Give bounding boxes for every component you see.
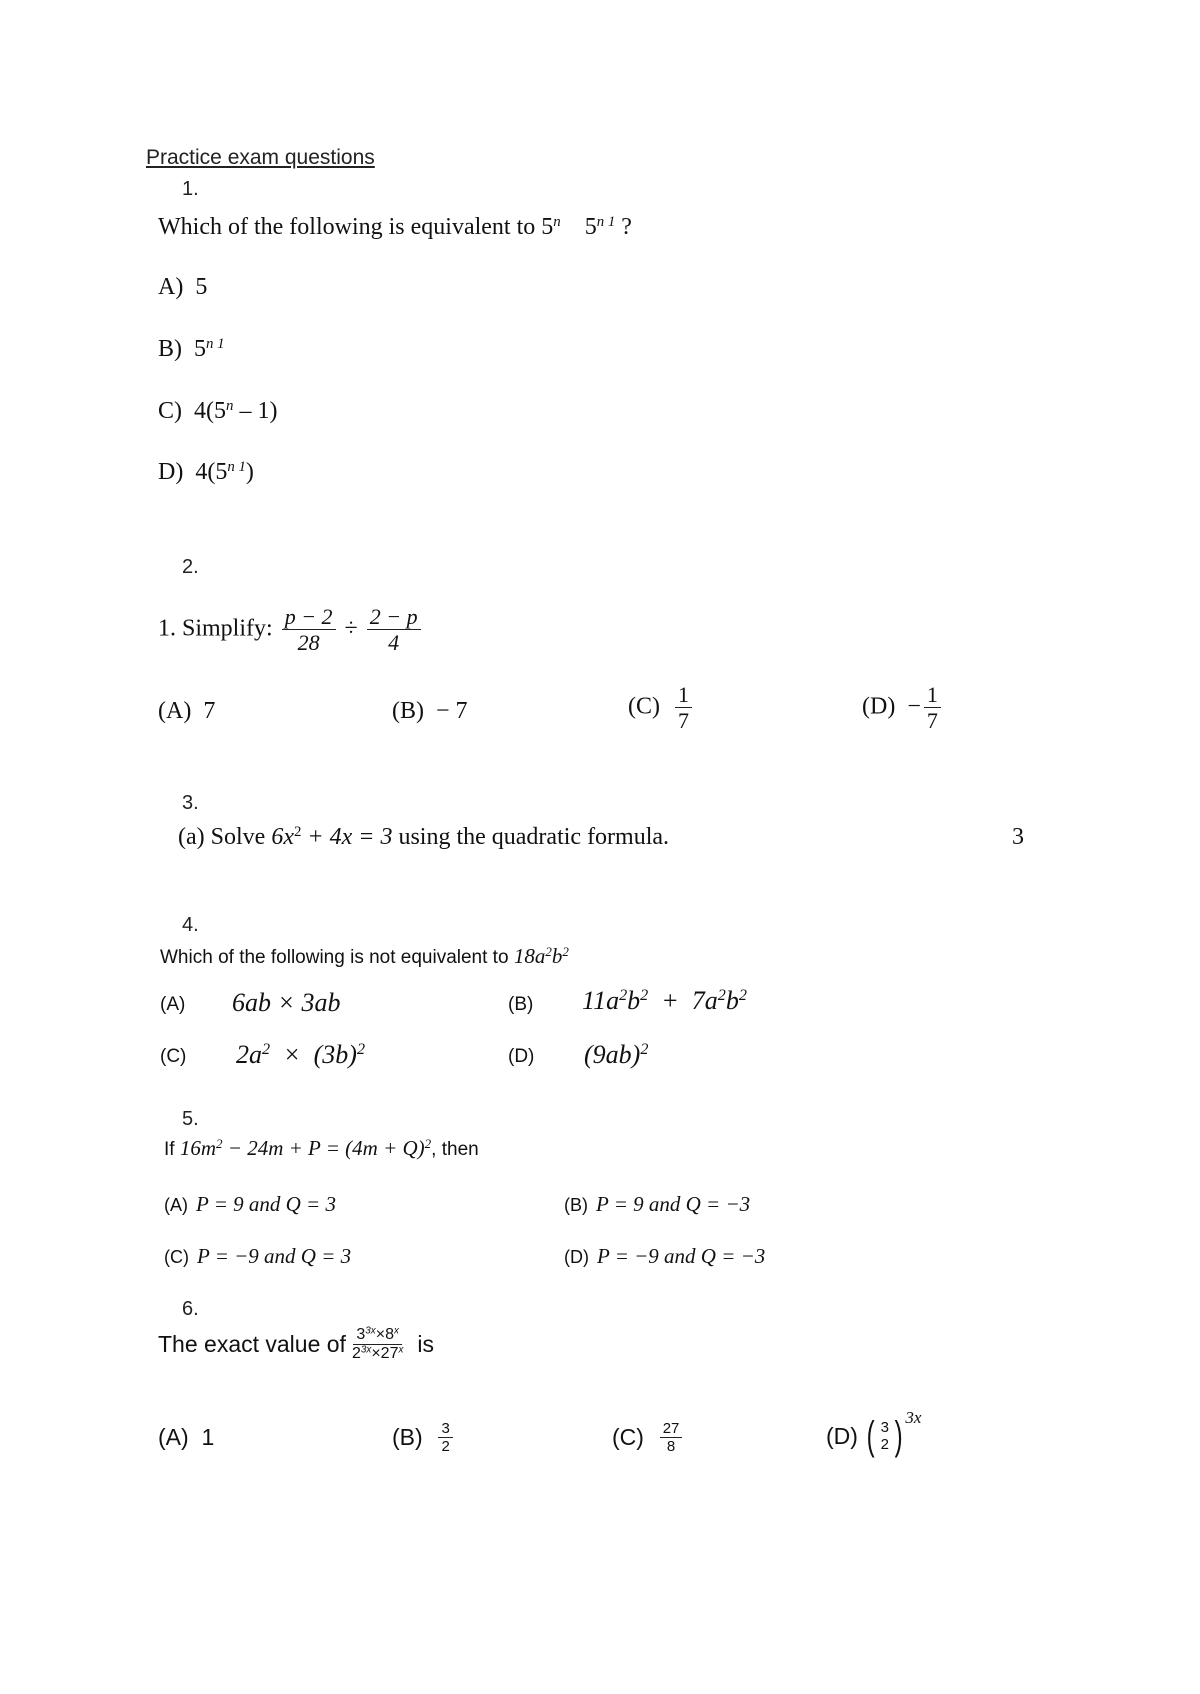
- q4-option-b-label: (B): [508, 994, 534, 1015]
- math-exp: 2: [640, 987, 649, 1005]
- q5-equation: [180, 1136, 431, 1160]
- q2-fraction-2: [367, 604, 421, 656]
- question-3-prompt: [178, 824, 669, 851]
- option-label: D): [158, 459, 184, 485]
- option-fraction: [675, 682, 692, 734]
- question-4-number: 4.: [182, 914, 199, 936]
- q3-marks: 3: [1012, 824, 1024, 850]
- question-2-number: 2.: [182, 556, 199, 578]
- q2-option-a: [158, 698, 215, 725]
- option-exp: n 1: [227, 458, 246, 475]
- q1-option-d: [158, 459, 254, 486]
- q6-num-b-exp: x: [394, 1325, 399, 1337]
- option-label: (A): [158, 698, 192, 724]
- option-label: (C): [612, 1424, 644, 1451]
- q6-denominator: [349, 1345, 406, 1363]
- option-text: P = 9 and Q = 3: [196, 1192, 336, 1216]
- option-label: (B): [564, 1195, 588, 1215]
- option-label: (C): [164, 1247, 189, 1267]
- q4-option-a-math: 6ab × 3ab: [232, 988, 341, 1017]
- q4-expression: [514, 944, 569, 968]
- math-part: b: [725, 986, 739, 1015]
- q4-option-d-math: [584, 1040, 648, 1070]
- q6-den-a-exp: 3x: [360, 1344, 372, 1356]
- math-exp: 2: [262, 1041, 271, 1059]
- option-text: 5: [194, 336, 206, 362]
- q1-option-a: [158, 274, 207, 301]
- q2-frac2-den: 4: [388, 630, 400, 656]
- q2-prompt-text: 1. Simplify:: [158, 615, 273, 642]
- option-label: C): [158, 398, 182, 424]
- q6-den-a: 2: [351, 1345, 361, 1363]
- option-frac-num: 27: [660, 1420, 683, 1438]
- q1-option-b: [158, 336, 225, 363]
- q4-option-c-label: (C): [160, 1046, 187, 1067]
- q2-option-c: [628, 682, 695, 734]
- q4-expr-exp1: 2: [545, 943, 552, 959]
- option-frac-den: 8: [666, 1438, 676, 1456]
- math-part: 11a: [582, 986, 620, 1015]
- math-exp: 2: [619, 987, 628, 1005]
- q6-num-a-exp: 3x: [365, 1325, 376, 1337]
- q6-prompt-b: is: [417, 1331, 435, 1358]
- q3-equation: 6x: [271, 824, 294, 850]
- math-part: b: [627, 986, 641, 1015]
- q6-den-b: ×27: [371, 1345, 399, 1363]
- q4-expr-a: 18a: [513, 944, 546, 968]
- q5-option-a: [164, 1192, 336, 1217]
- q1-prompt-end: ?: [615, 214, 632, 240]
- q5-option-d: [564, 1244, 765, 1269]
- option-frac-num: 3: [438, 1420, 452, 1438]
- question-2-prompt: [158, 604, 424, 656]
- option-label: (C): [628, 693, 660, 720]
- option-label: B): [158, 336, 182, 362]
- option-text: 5: [195, 274, 208, 300]
- q6-option-b: [392, 1420, 456, 1456]
- math-part: × (3b): [270, 1040, 357, 1069]
- option-frac-num: 1: [924, 682, 941, 708]
- option-label: (B): [392, 698, 424, 724]
- option-fraction: [924, 682, 941, 734]
- option-exp: n 1: [206, 335, 225, 352]
- math-part: 2a: [236, 1040, 262, 1069]
- q4-option-b-math: [582, 986, 747, 1016]
- option-frac-den: 2: [441, 1438, 450, 1456]
- q1-prompt-exp2: n 1: [596, 213, 616, 230]
- q6-den-b-exp: x: [398, 1344, 404, 1356]
- q1-prompt-text: Which of the following is equivalent to 5: [158, 214, 554, 240]
- option-exp: 3x: [905, 1408, 922, 1427]
- option-text: 1: [201, 1424, 215, 1450]
- q3-prompt-a: (a) Solve: [178, 824, 272, 850]
- q4-option-d-label: (D): [508, 1046, 535, 1067]
- q6-prompt-a: The exact value of: [158, 1331, 346, 1358]
- q4-expr-exp2: 2: [562, 943, 569, 959]
- q2-operator: ÷: [344, 615, 358, 642]
- option-exp: n: [226, 397, 234, 414]
- q5-prompt-a: If: [164, 1139, 180, 1160]
- q4-expr-b: b: [551, 944, 563, 968]
- q2-frac2-num: 2 − p: [367, 604, 421, 630]
- q3-equation-exp: 2: [293, 823, 302, 840]
- option-label: (D): [564, 1247, 589, 1267]
- option-frac-num: 3: [880, 1418, 889, 1436]
- option-frac-den: 7: [678, 708, 689, 734]
- q5-option-b: [564, 1192, 750, 1217]
- math-exp: 2: [640, 1041, 649, 1059]
- q6-fraction: [349, 1326, 406, 1364]
- q1-prompt-exp1: n: [553, 213, 561, 230]
- question-1-prompt: [158, 214, 632, 241]
- option-label: (D): [826, 1422, 858, 1449]
- q4-option-c-math: [236, 1040, 365, 1070]
- q1-prompt-mid: 5: [584, 214, 597, 240]
- option-tail: – 1): [233, 398, 278, 424]
- option-fraction: [438, 1420, 452, 1456]
- question-5-prompt: [164, 1136, 479, 1161]
- q6-num-a: 3: [356, 1326, 366, 1343]
- question-3-number: 3.: [182, 792, 199, 814]
- q2-option-b: [392, 698, 468, 725]
- option-label: (B): [392, 1424, 423, 1451]
- math-exp: 2: [738, 987, 747, 1005]
- option-frac-den: 2: [880, 1436, 889, 1453]
- option-text: P = 9 and Q = −3: [596, 1192, 751, 1216]
- right-paren: ): [894, 1414, 903, 1458]
- option-label: (A): [158, 1424, 189, 1450]
- q3-equation-rest: + 4x = 3: [301, 824, 393, 850]
- option-text: 4(5: [195, 459, 228, 485]
- q6-numerator: [353, 1326, 402, 1345]
- option-text: P = −9 and Q = −3: [597, 1244, 766, 1268]
- question-6-number: 6.: [182, 1298, 199, 1320]
- q6-option-a: [158, 1424, 214, 1451]
- q3-prompt-b: using the quadratic formula.: [392, 824, 670, 850]
- option-label: A): [158, 274, 184, 300]
- q6-option-d: [826, 1408, 922, 1458]
- option-label: (A): [164, 1195, 188, 1215]
- option-fraction: [660, 1420, 683, 1456]
- q5-option-c: [164, 1244, 351, 1269]
- option-text: P = −9 and Q = 3: [197, 1244, 352, 1268]
- option-text: − 7: [436, 698, 468, 724]
- q5-eq-exp2: 2: [424, 1135, 432, 1151]
- option-fraction: [878, 1419, 892, 1454]
- question-1-number: 1.: [182, 178, 199, 200]
- q2-frac1-num: p − 2: [282, 604, 336, 630]
- math-exp: 2: [717, 987, 726, 1005]
- q2-option-d: [862, 682, 944, 734]
- q5-eq-exp1: 2: [216, 1135, 223, 1151]
- option-tail: ): [245, 459, 254, 485]
- option-frac-den: 7: [926, 708, 938, 734]
- q1-option-c: [158, 398, 277, 425]
- question-4-prompt: [160, 944, 569, 969]
- q5-eq-part2: − 24m + P = (4m + Q): [222, 1136, 425, 1160]
- q2-fraction-1: [282, 604, 336, 656]
- option-sign: −: [907, 693, 921, 720]
- q4-option-a-label: (A): [160, 994, 186, 1015]
- option-text: 4(5: [194, 398, 226, 424]
- page-title: Practice exam questions: [146, 146, 375, 169]
- left-paren: (: [866, 1414, 875, 1458]
- option-paren-expression: [864, 1416, 905, 1456]
- q6-option-c: [612, 1420, 685, 1456]
- question-5-number: 5.: [182, 1108, 199, 1130]
- q4-prompt-text: Which of the following is not equivalent to: [160, 947, 514, 968]
- option-text: 7: [203, 698, 216, 724]
- option-label: (D): [862, 693, 896, 720]
- q5-eq-part1: 16m: [179, 1136, 217, 1160]
- q6-num-b: ×8: [375, 1326, 395, 1343]
- question-6-prompt: [158, 1326, 434, 1364]
- q5-prompt-b: , then: [431, 1139, 479, 1160]
- math-part: (9ab): [584, 1040, 641, 1069]
- math-part: + 7a: [648, 986, 718, 1015]
- math-exp: 2: [356, 1041, 365, 1059]
- option-frac-num: 1: [675, 682, 692, 708]
- q2-frac1-den: 28: [297, 630, 320, 656]
